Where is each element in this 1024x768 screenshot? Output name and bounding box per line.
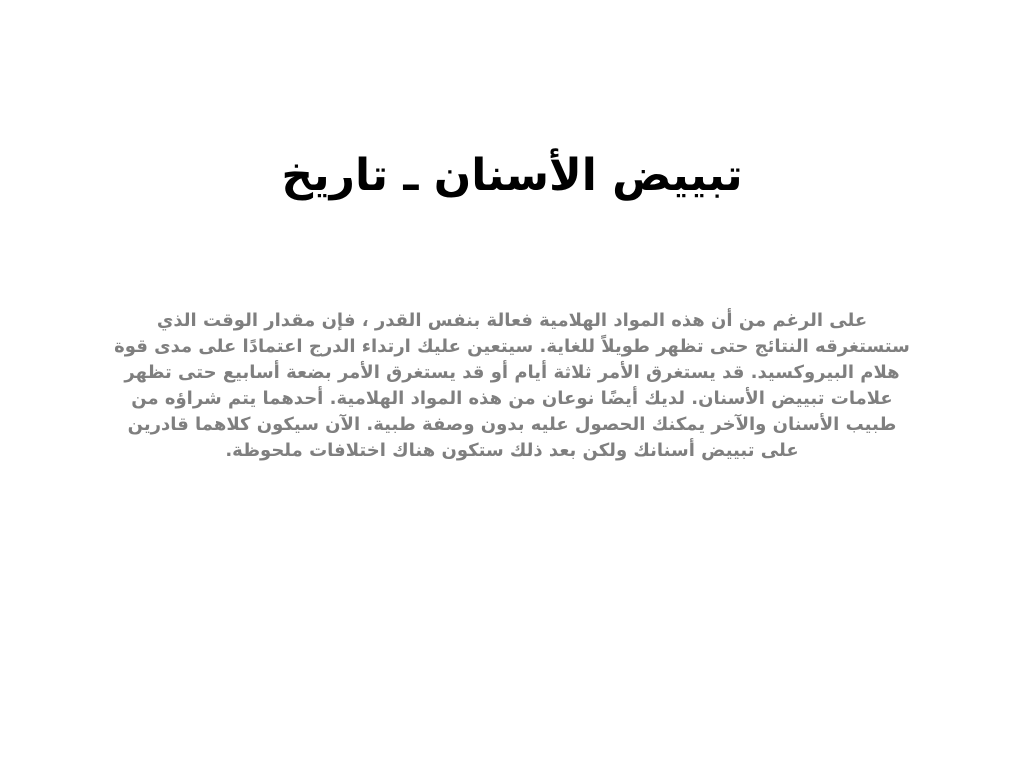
- slide-title: تبييض الأسنان ـ تاريخ: [281, 149, 743, 201]
- slide-body-text: على الرغم من أن هذه المواد الهلامية فعالة بنفس القدر ، فإن مقدار الوقت الذي ستستغرقه النتائج حتى تظهر طويلاً للغاية. سيتعين عليك ارتداء الدرج اعتمادًا على مدى قوة هلام البيروكسيد. قد يستغرق الأمر ثلاثة أيام أو قد يستغرق الأمر بضعة أسابيع حتى تظهر علامات تبييض الأسنان. لديك أيضًا نوعان من هذه المواد الهلامية. أحدهما يتم شراؤه من طبيب الأسنان والآخر يمكنك الحصول عليه بدون وصفة طبية. الآن سيكون كلاهما قادرين على تبييض أسنانك ولكن بعد ذلك ستكون هناك اختلافات ملحوظة.: [114, 310, 910, 461]
